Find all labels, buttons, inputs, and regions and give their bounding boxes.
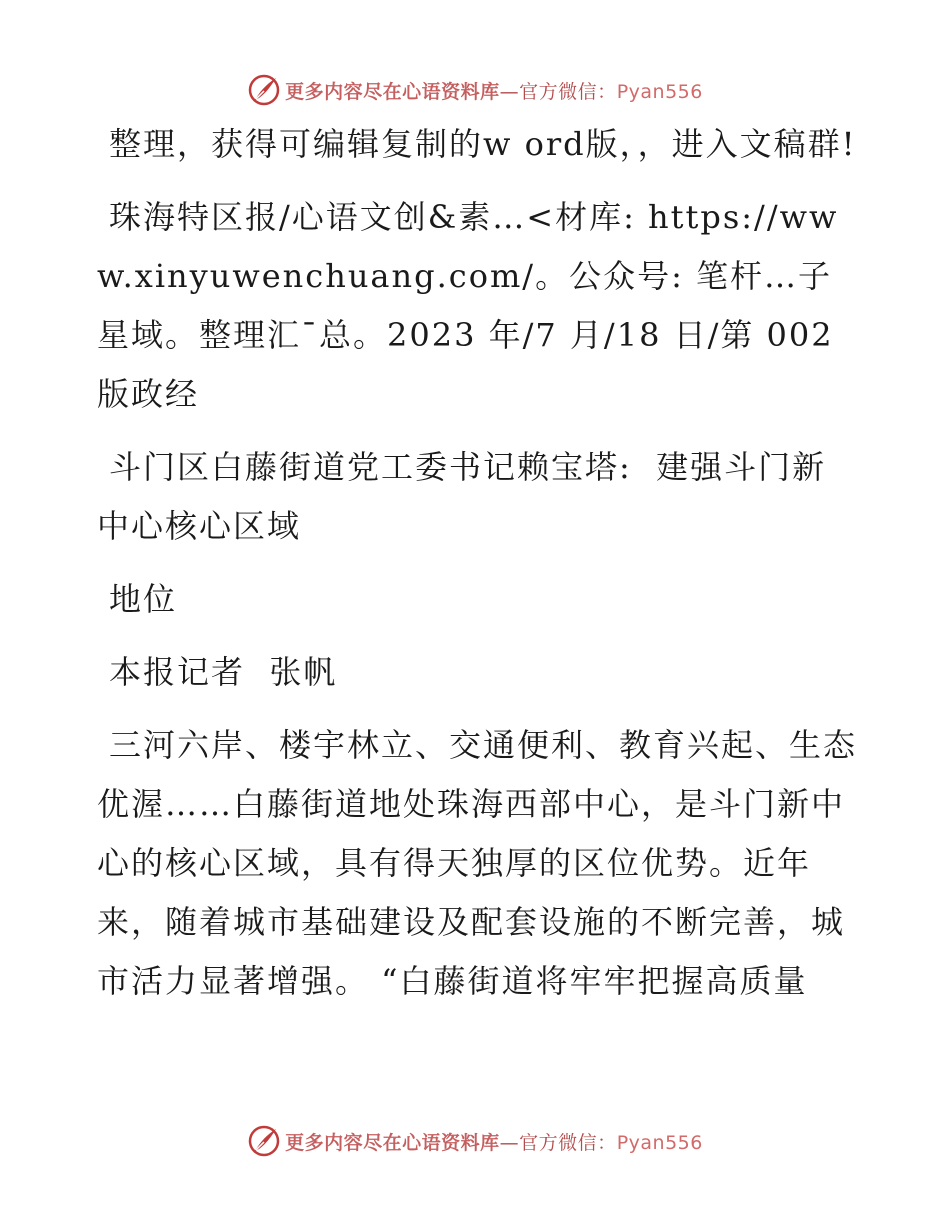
article-title: 斗门区白藤街道党工委书记赖宝塔: 建强斗门新中心核心区域 — [97, 448, 827, 545]
document-body — [97, 115, 857, 1025]
banner-text — [285, 77, 703, 104]
banner-main-text: 更多内容尽在心语资料库 — [285, 1131, 500, 1154]
article-title-continued: 地位 — [109, 580, 178, 618]
banner-official-text: —官方微信： — [499, 80, 617, 103]
banner-wechat-handle: Pyan556 — [616, 80, 703, 103]
banner-text — [285, 1128, 703, 1155]
banner-official-text: —官方微信： — [499, 1131, 617, 1154]
paragraph-body: 三河六岸、楼宇林立、交通便利、教育兴起、生态优渥……白藤街道地处珠海西部中心，是斗门新中心的核心区域，具有得天独厚的区位优势。近年来，随着城市基础建设及配套设施的不断完善，城市活力显著增强。 “白藤街道将牢牢把握高质量 — [97, 726, 858, 1000]
article-byline: 本报记者 张帆 — [109, 653, 338, 691]
banner-wechat-handle: Pyan556 — [616, 1131, 703, 1154]
quill-pen-logo-icon — [247, 73, 281, 107]
footer-banner — [0, 1121, 950, 1161]
header-banner — [0, 70, 950, 110]
paragraph-source: 珠海特区报/心语文创&素…<材库: https://www.xinyuwenchuang.com/。公众号: 笔杆…子星域。整理汇¯总。2023 年/7 月/18 日/第 002 版政经 — [97, 198, 846, 413]
paragraph-intro: 整理，获得可编辑复制的w ord版，，进入文稿群! — [109, 125, 857, 163]
quill-pen-logo-icon — [247, 1124, 281, 1158]
banner-main-text: 更多内容尽在心语资料库 — [285, 80, 500, 103]
